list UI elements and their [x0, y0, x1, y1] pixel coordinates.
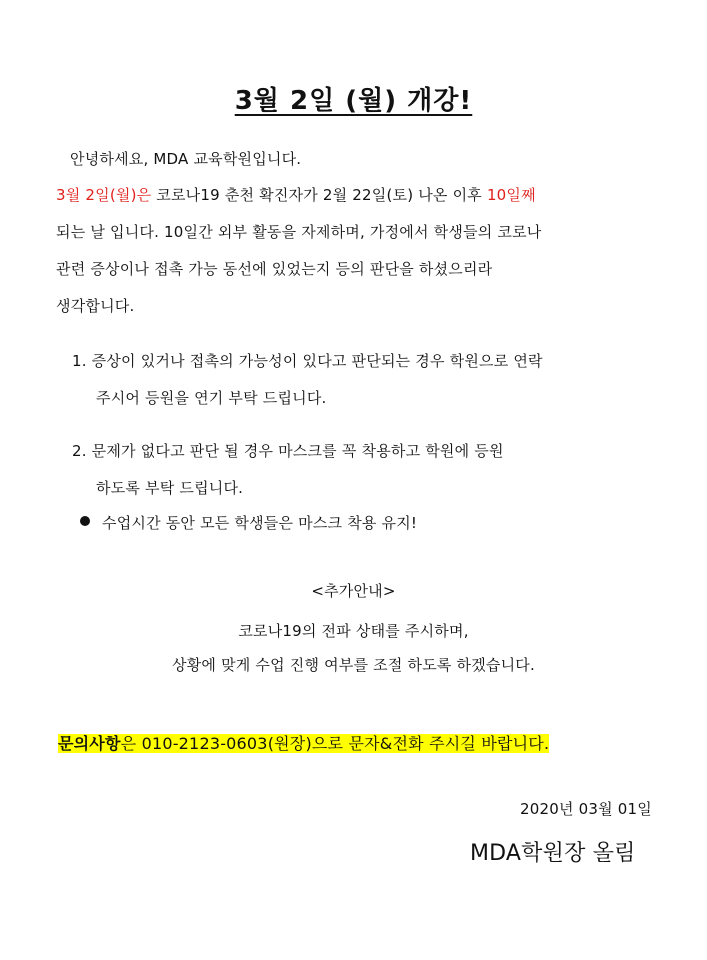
item-1-line-1: 1. 증상이 있거나 접촉의 가능성이 있다고 판단되는 경우 학원으로 연락 [72, 352, 543, 370]
signature-text: MDA학원장 올림 [470, 841, 636, 866]
notice-heading: <추가안내> [311, 582, 396, 600]
contact-highlight [58, 734, 549, 753]
item-1-line-2: 주시어 등원을 연기 부탁 드립니다. [96, 389, 327, 407]
opening-date-text: 3월 2일(월)은 [56, 186, 152, 204]
paragraph-line-2: 되는 날 입니다. 10일간 외부 활동을 자제하며, 가정에서 학생들의 코로나 [56, 223, 542, 241]
day-count-text: 10일째 [486, 186, 536, 204]
contact-text: 은 010-2123-0603(원장)으로 문자&전화 주시길 바랍니다. [120, 734, 550, 753]
greeting-text: 안녕하세요, MDA 교육학원입니다. [70, 150, 302, 168]
bullet-icon [80, 516, 90, 526]
paragraph-line-1 [56, 184, 536, 205]
notice-line-2: 상황에 맞게 수업 진행 여부를 조절 하도록 하겠습니다. [172, 656, 535, 674]
notice-title: 3월 2일 (월) 개강! [234, 86, 473, 116]
date-text: 2020년 03월 01일 [520, 800, 652, 818]
paragraph-line-1-middle: 코로나19 춘천 확진자가 2월 22일(토) 나온 이후 [151, 186, 487, 204]
paragraph-line-3: 관련 증상이나 접촉 가능 동선에 있었는지 등의 판단을 하셨으리라 [56, 260, 493, 278]
notice-line-1: 코로나19의 전파 상태를 주시하며, [238, 622, 469, 640]
mask-rule-text: 수업시간 동안 모든 학생들은 마스크 착용 유지! [102, 514, 418, 532]
item-2-line-1: 2. 문제가 없다고 판단 될 경우 마스크를 꼭 착용하고 학원에 등원 [72, 442, 504, 460]
paragraph-line-4: 생각합니다. [56, 297, 135, 315]
contact-line [58, 731, 549, 754]
item-2-line-2: 하도록 부탁 드립니다. [96, 479, 244, 497]
contact-label: 문의사항 [58, 734, 121, 753]
